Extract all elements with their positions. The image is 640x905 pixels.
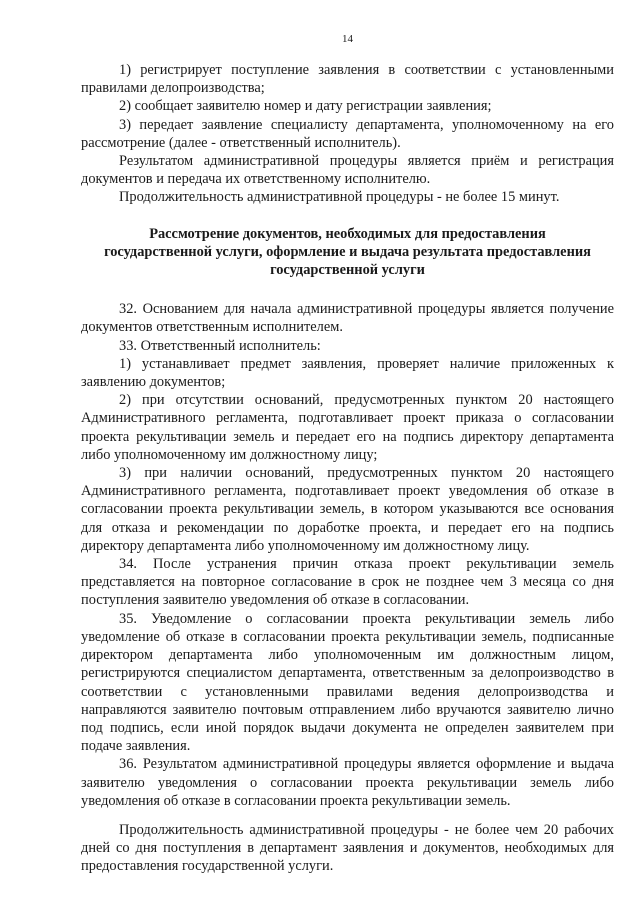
document-page	[81, 34, 614, 876]
section-heading-line: государственной услуги	[270, 262, 425, 279]
body-block	[81, 300, 614, 875]
paragraph-33-item-1: 1) устанавливает предмет заявления, проверяет наличие приложенных к заявлению документов;	[81, 355, 614, 391]
paragraph: Результатом административной процедуры является приём и регистрация документов и передача их ответственному исполнителю.	[81, 153, 614, 188]
intro-block	[81, 61, 614, 207]
paragraph-35: 35. Уведомление о согласовании проекта рекультивации земель либо уведомление об отказе в согласовании проекта рекультивации земель, подписанные директором департамента либо уполномоченным им должностным лицом, регистрируются специалистом департамента, ответственным за делопроизводство в соответствии с установленными правилами ведения делопроизводства и направляются заявителю почтовым отправлением либо вручаются заявителю лично под подпись, если иной порядок выдачи документа не определен заявителем при подаче заявления.	[81, 610, 614, 755]
page-number: 14	[342, 33, 353, 45]
section-heading	[91, 225, 604, 280]
paragraph-36: 36. Результатом административной процедуры является оформление и выдача заявителю уведомления о согласовании проекта рекультивации земель либо уведомления об отказе в согласовании проекта рекультивации земель.	[81, 756, 614, 809]
paragraph-33-item-3: 3) при наличии оснований, предусмотренных пунктом 20 настоящего Административного регламента, подготавливает проект уведомления об отказе в согласовании проекта рекультивации земель, в котором указываются все основания для отказа и рекомендации по доработке проекта, и передает его на подпись директору департамента либо уполномоченному им должностному лицу.	[81, 465, 614, 554]
paragraph-duration: Продолжительность административной процедуры - не более чем 20 рабочих дней со дня поступления в департамент заявления и документов, необходимых для предоставления государственной услуги.	[81, 821, 614, 875]
paragraph: Продолжительность административной процедуры - не более 15 минут.	[119, 189, 560, 206]
paragraph: 1) регистрирует поступление заявления в соответствии с установленными правилами делопроизводства;	[81, 62, 614, 97]
paragraph-33-item-2: 2) при отсутствии оснований, предусмотренных пунктом 20 настоящего Административного регламента, подготавливает проект приказа о согласовании проекта рекультивации земель и передает его на подпись директору департамента либо уполномоченному им должностному лицу;	[81, 392, 614, 463]
section-heading-line: Рассмотрение документов, необходимых для предоставления	[149, 225, 546, 242]
paragraph-32: 32. Основанием для начала административной процедуры является получение документов ответственным исполнителем.	[81, 301, 614, 336]
paragraph-33: 33. Ответственный исполнитель:	[119, 337, 321, 354]
paragraph: 2) сообщает заявителю номер и дату регистрации заявления;	[119, 98, 492, 115]
paragraph-34: 34. После устранения причин отказа проект рекультивации земель представляется на повторное согласование в срок не позднее чем 3 месяца со дня поступления заявителю уведомления об отказе в согласовании.	[81, 556, 614, 609]
paragraph: 3) передает заявление специалисту департамента, уполномоченному на его рассмотрение (далее - ответственный исполнитель).	[81, 116, 614, 151]
section-heading-line: государственной услуги, оформление и выдача результата предоставления	[104, 243, 591, 260]
